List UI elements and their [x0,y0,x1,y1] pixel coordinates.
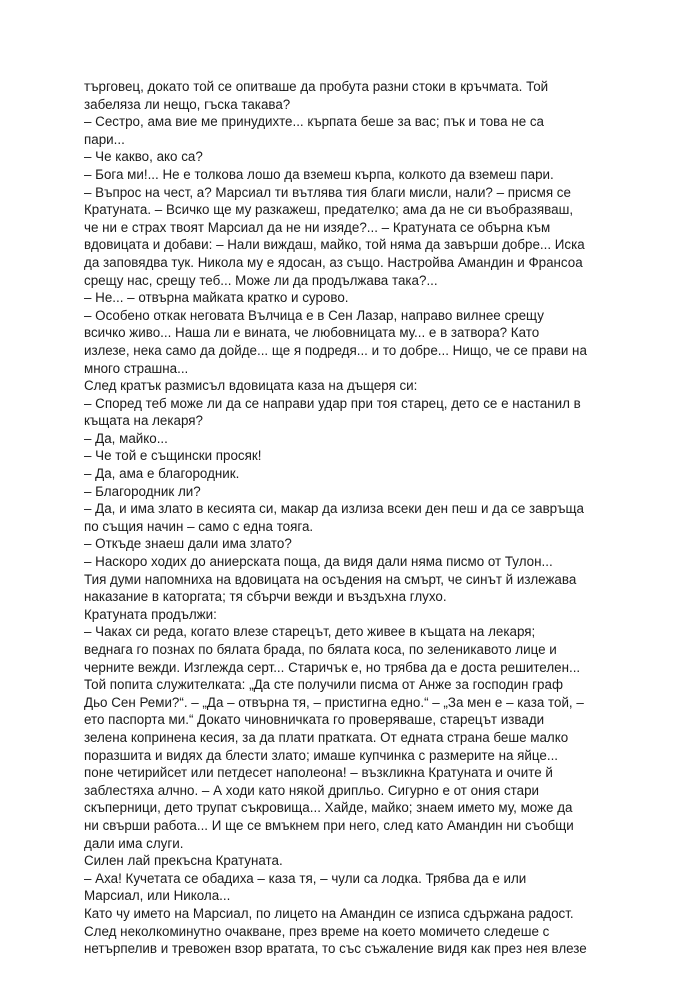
text-line: – Че той е същински просяк! [84,448,262,464]
text-line: нетърпелив и тревожен взор вратата, то със съжаление видя как през нея влезе [84,941,587,957]
text-line: Тия думи напомниха на вдовицата на осъдения на смърт, че синът й излежава [84,571,577,587]
text-line: – Не... – отвърна майката кратко и сурово. [84,290,349,306]
text-line: търговец, докато той се опитваше да пробута разни стоки в кръчмата. Той [84,79,549,94]
text-line: забеляза ли нещо, гъска такава? [84,96,291,112]
text-line: Той попита служителката: „Да сте получили писма от Анже за господин граф [84,677,563,693]
text-line: – Според теб може ли да се направи удар при тоя старец, дето се е настанил в [84,395,581,411]
text-line: – Чаках си реда, когато влезе старецът, дето живее в къщата на лекаря; [84,624,536,640]
text-line: зелена копринена кесия, за да плати пратката. От едната страна беше малко [84,729,569,745]
text-line: излезе, нека само да дойде... ще я подредя... и то добре... Нищо, че се прави на [84,342,587,358]
text-line: – Наскоро ходих до аниерската поща, да видя дали няма писмо от Тулон... [84,554,553,570]
text-line: че ни е страх твоят Марсиал да не ни изяде?... – Кратуната се обърна към [84,219,551,235]
text-line: Силен лай прекъсна Кратуната. [84,853,283,869]
text-line: Кратуната. – Всичко ще му разкажеш, предателко; ама да не си въобразяваш, [84,202,574,218]
text-line: наказание в каторгата; тя сбърчи вежди и въздъхна глухо. [84,589,447,605]
text-line: – Да, и има злато в кесията си, макар да излиза всеки ден пеш и да се завръща [84,501,584,517]
text-line: Кратуната продължи: [84,606,217,622]
text-line: След неколкоминутно очакване, през време на което момичето следеше с [84,923,550,939]
text-line: – Особено откак неговата Вълчица е в Сен Лазар, направо вилнее срещу [84,307,544,323]
text-line: скъперници, дето трупат съкровища... Хайде, майко; знаем името му, може да [84,800,573,816]
text-line: много страшна... [84,360,189,376]
text-line: ето паспорта ми.“ Докато чиновничката го проверяваше, старецът извади [84,712,545,728]
text-line: пари... [84,131,125,147]
text-line: да заповядва тук. Никола му е ядосан, аз също. Настройва Амандин и Франсоа [84,254,583,270]
text-line: – Да, майко... [84,430,168,446]
text-line: всичко живо... Наша ли е вината, че любовницата му... е в затвора? Като [84,325,540,341]
text-line: – Откъде знаеш дали има злато? [84,536,292,552]
text-line: – Благородник ли? [84,483,201,499]
text-line: ни свърши работа... И ще се вмъкнем при него, след като Амандин ни съобщи [84,817,574,833]
text-line: – Аха! Кучетата се обадиха – каза тя, – чули са лодка. Трябва да е или [84,870,527,886]
text-line: дали има слуги. [84,835,184,851]
text-line: – Въпрос на чест, а? Марсиал ти вътлява тия благи мисли, нали? – присмя се [84,184,571,200]
text-line: – Бога ми!... Не е толкова лошо да вземеш кърпа, колкото да вземеш пари. [84,166,554,182]
text-line: – Да, ама е благородник. [84,466,240,482]
document-text [84,78,624,958]
text-line: къщата на лекаря? [84,413,203,429]
text-line: поразшита и видях да блести злато; имаше купчинка с размерите на яйце... [84,747,559,763]
text-line: веднага го познах по бялата брада, по бялата коса, по зеленикавото лице и [84,642,557,657]
text-line: Дьо Сен Реми?“. – „Да – отвърна тя, – пристигна едно.“ – „За мен е – каза той, – [84,694,584,710]
text-line: заблестяха алчно. – А ходи като някой дрипльо. Сигурно е от ония стари [84,782,539,798]
text-line: Като чу името на Марсиал, по лицето на Амандин се изписа сдържана радост. [84,905,574,921]
text-line: срещу нас, срещу теб... Може ли да продължава така?... [84,272,438,288]
text-line: черните вежди. Изглежда серт... Старичък е, но трябва да е доста решителен... [84,659,581,675]
text-line: вдовицата и добави: – Нали виждаш, майко, той няма да завърши добре... Иска [84,237,585,253]
text-line: – Сестро, ама вие ме принудихте... кърпата беше за вас; пък и това не са [84,114,545,130]
text-line: Марсиал, или Никола... [84,888,231,904]
text-line: – Че какво, ако са? [84,149,203,165]
text-line: След кратък размисъл вдовицата каза на дъщеря си: [84,378,418,394]
text-line: по същия начин – само с една тояга. [84,518,314,534]
text-line: поне четирийсет или петдесет наполеона! – възкликна Кратуната и очите й [84,765,553,781]
